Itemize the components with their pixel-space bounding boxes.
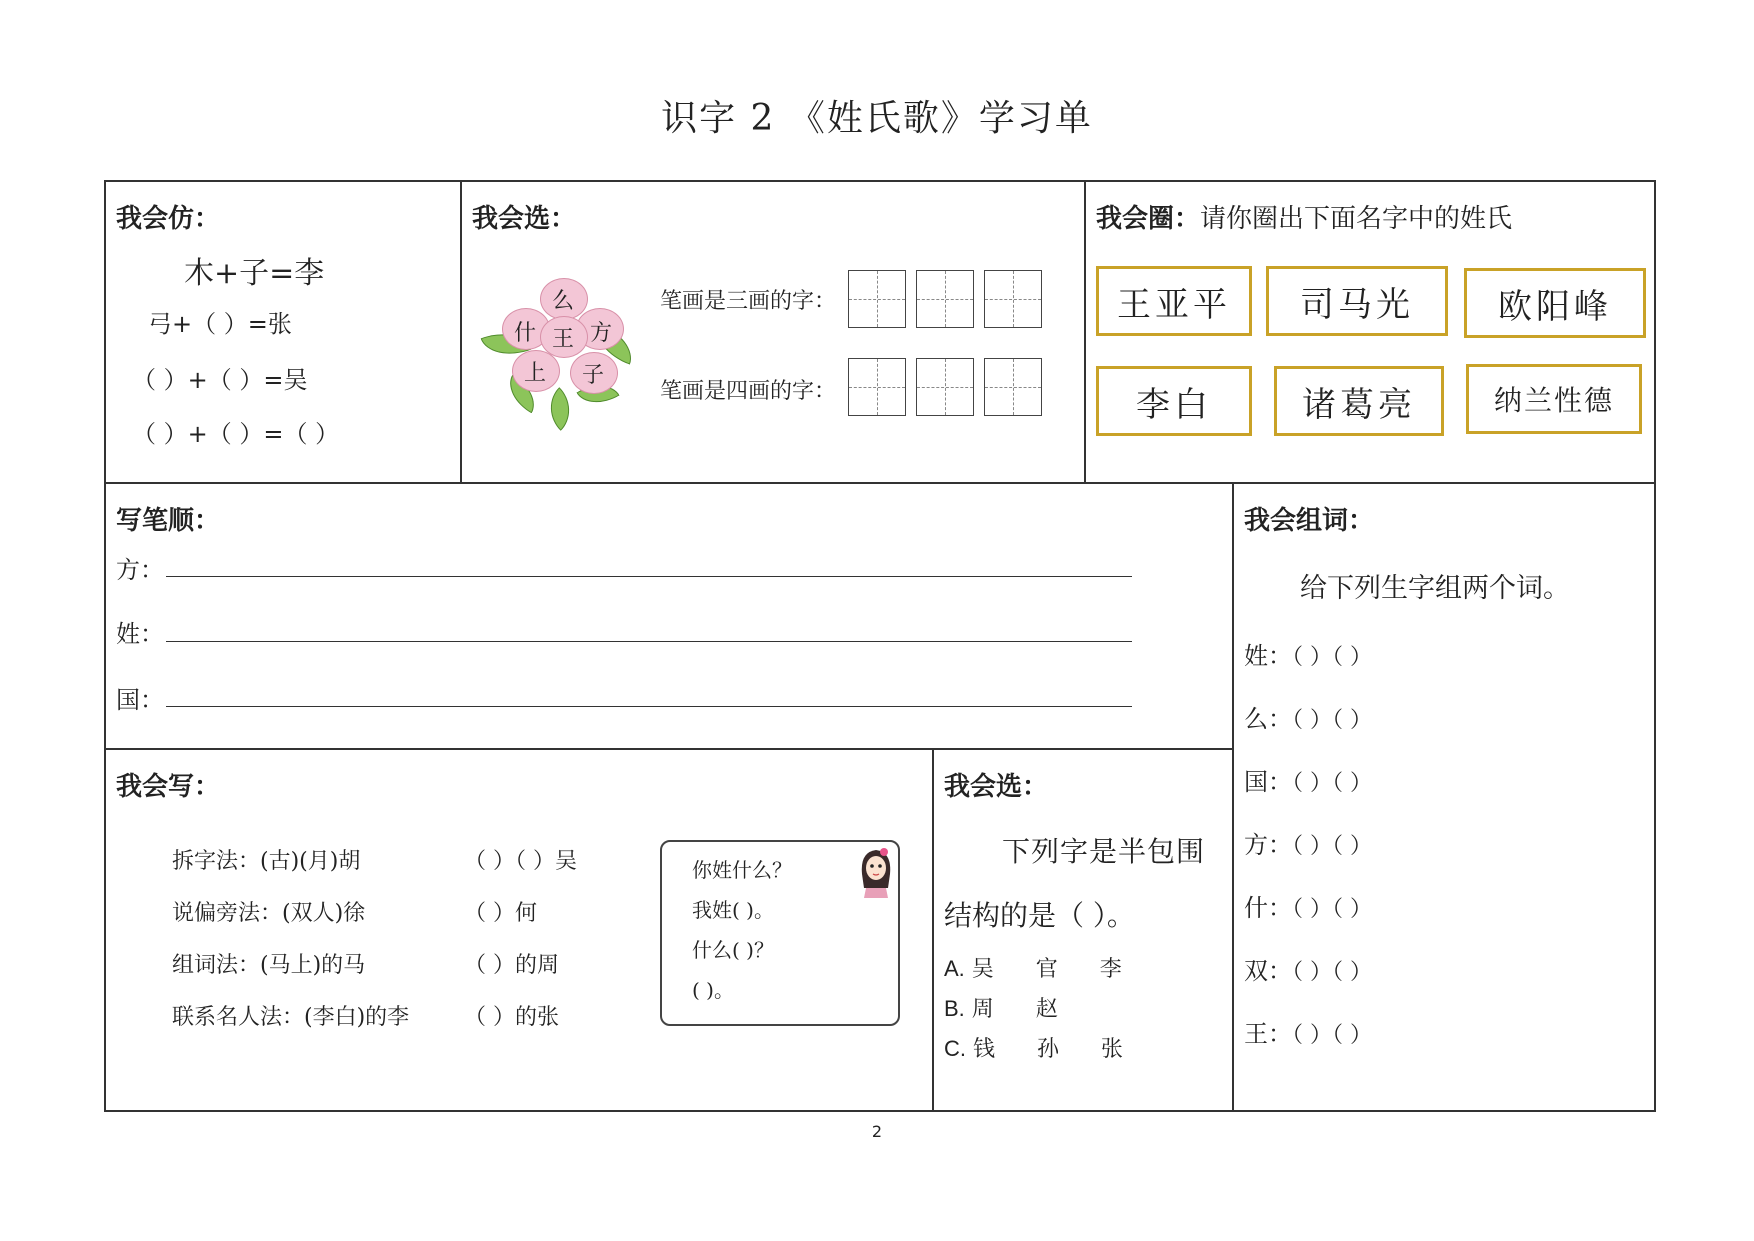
col-divider-d — [932, 748, 934, 1112]
words-char: 么： — [1244, 705, 1292, 733]
choose-strokes-heading: 我会选： — [472, 204, 577, 234]
words-blanks[interactable]: （ ）（ ） — [1292, 1023, 1372, 1048]
option-label: A. — [944, 956, 965, 981]
option-chars: 吴 官 李 — [971, 957, 1122, 982]
flower-char-6: 子 — [582, 363, 605, 388]
name-box-5[interactable]: 诸葛亮 — [1274, 366, 1444, 436]
method-4-left: 联系名人法：(李白)的李 — [172, 1005, 410, 1030]
col-divider-a — [460, 180, 462, 484]
words-char: 王： — [1244, 1020, 1292, 1048]
table-border-top — [104, 180, 1656, 182]
three-strokes-box-1[interactable] — [848, 270, 906, 328]
method-3-left: 组词法：(马上)的马 — [172, 953, 366, 978]
option-chars: 周 赵 — [971, 997, 1058, 1022]
words-row-3 — [1244, 762, 1372, 797]
card-line-4[interactable]: ( )。 — [692, 978, 734, 1002]
option-a[interactable] — [944, 952, 1122, 983]
words-char: 方： — [1244, 831, 1292, 859]
structure-question-1: 下列字是半包围 — [1002, 835, 1206, 868]
words-row-2 — [1244, 699, 1372, 734]
stroke-order-heading: 写笔顺： — [116, 506, 221, 536]
circle-instruction: 请你圈出下面名字中的姓氏 — [1200, 204, 1513, 234]
table-border-right — [1654, 180, 1656, 1112]
table-border-bottom — [104, 1110, 1656, 1112]
method-1-left: 拆字法：(古)(月)胡 — [172, 849, 361, 874]
method-2-right[interactable]: （ ）何 — [464, 901, 537, 926]
stroke-line-3[interactable] — [166, 706, 1132, 707]
words-blanks[interactable]: （ ）（ ） — [1292, 708, 1372, 733]
name-box-2[interactable]: 司马光 — [1266, 266, 1448, 336]
four-strokes-box-3[interactable] — [984, 358, 1042, 416]
words-char: 姓： — [1244, 642, 1292, 670]
words-blanks[interactable]: （ ）（ ） — [1292, 834, 1372, 859]
three-strokes-label: 笔画是三画的字： — [660, 289, 837, 314]
stroke-line-1[interactable] — [166, 576, 1132, 577]
three-strokes-box-2[interactable] — [916, 270, 974, 328]
four-strokes-box-1[interactable] — [848, 358, 906, 416]
words-row-1 — [1244, 636, 1372, 671]
words-char: 什： — [1244, 894, 1292, 922]
imitate-line-4: （ ）+（ ）=（ ） — [132, 420, 340, 448]
flower-char-1: 么 — [552, 289, 575, 314]
words-blanks[interactable]: （ ）（ ） — [1292, 645, 1372, 670]
method-2-left: 说偏旁法：(双人)徐 — [172, 901, 366, 926]
imitate-example: 木+子=李 — [184, 256, 325, 291]
name-box-1[interactable]: 王亚平 — [1096, 266, 1252, 336]
name-box-4[interactable]: 李白 — [1096, 366, 1252, 436]
words-blanks[interactable]: （ ）（ ） — [1292, 960, 1372, 985]
card-line-3[interactable]: 什么( )？ — [692, 938, 774, 962]
table-border-left — [104, 180, 106, 1112]
words-char: 双： — [1244, 957, 1292, 985]
words-row-7 — [1244, 1014, 1372, 1049]
imitate-line-3: （ ）+（ ）=吴 — [132, 366, 308, 394]
page-number: 2 — [871, 1122, 883, 1141]
flower-char-2: 什 — [514, 321, 537, 346]
method-1-right[interactable]: （ ）（ ）吴 — [464, 849, 577, 874]
row1-divider — [104, 482, 1656, 484]
four-strokes-label: 笔画是四画的字： — [660, 379, 837, 404]
words-blanks[interactable]: （ ）（ ） — [1292, 771, 1372, 796]
name-box-3[interactable]: 欧阳峰 — [1464, 268, 1646, 338]
row2-divider — [104, 748, 1232, 750]
method-4-right[interactable]: （ ）的张 — [464, 1005, 559, 1030]
words-char: 国： — [1244, 768, 1292, 796]
words-row-4 — [1244, 825, 1372, 860]
option-label: B. — [944, 996, 965, 1021]
flower-illustration — [484, 270, 634, 420]
dialog-card — [660, 840, 900, 1026]
col-divider-c — [1232, 482, 1234, 1112]
page-title: 识字 2 《姓氏歌》学习单 — [661, 98, 1093, 139]
stroke-line-2[interactable] — [166, 641, 1132, 642]
stroke-char-2: 姓： — [116, 620, 164, 648]
flower-char-5: 上 — [524, 361, 547, 386]
option-label: C. — [944, 1036, 966, 1061]
words-heading: 我会组词： — [1244, 506, 1375, 536]
name-box-6[interactable]: 纳兰性德 — [1466, 364, 1642, 434]
flower-char-3: 王 — [552, 327, 575, 352]
three-strokes-box-3[interactable] — [984, 270, 1042, 328]
words-instruction: 给下列生字组两个词。 — [1300, 573, 1570, 604]
card-line-2[interactable]: 我姓( )。 — [692, 898, 774, 922]
method-3-right[interactable]: （ ）的周 — [464, 953, 559, 978]
circle-heading-row — [1096, 198, 1512, 235]
option-b[interactable] — [944, 992, 1058, 1023]
circle-heading: 我会圈： — [1096, 204, 1201, 234]
words-blanks[interactable]: （ ）（ ） — [1292, 897, 1372, 922]
write-heading: 我会写： — [116, 772, 221, 802]
imitate-line-2: 弓+（ ）=张 — [148, 310, 292, 338]
words-row-5 — [1244, 888, 1372, 923]
option-chars: 钱 孙 张 — [973, 1037, 1123, 1062]
stroke-char-1: 方： — [116, 556, 164, 584]
four-strokes-box-2[interactable] — [916, 358, 974, 416]
card-line-1: 你姓什么？ — [692, 858, 792, 882]
flower-char-4: 方 — [590, 321, 613, 346]
imitate-heading: 我会仿： — [116, 204, 221, 234]
girl-avatar-icon — [858, 844, 894, 898]
stroke-char-3: 国： — [116, 686, 164, 714]
col-divider-b — [1084, 180, 1086, 484]
structure-question-2[interactable]: 结构的是（ ）。 — [944, 899, 1135, 932]
option-c[interactable] — [944, 1032, 1123, 1063]
choose-structure-heading: 我会选： — [944, 772, 1049, 802]
words-row-6 — [1244, 951, 1372, 986]
